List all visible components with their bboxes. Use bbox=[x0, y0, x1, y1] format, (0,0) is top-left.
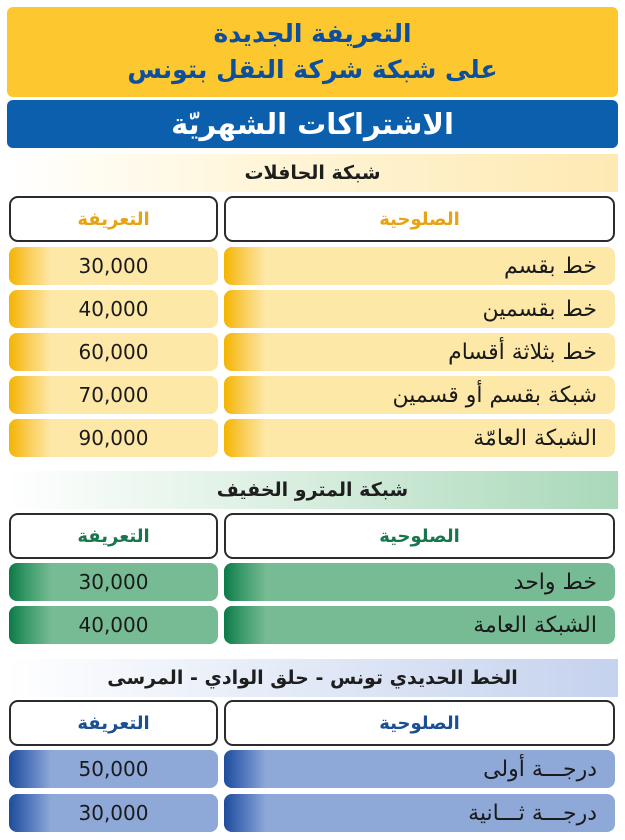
column-header-validity: الصلوحية bbox=[224, 196, 615, 242]
table-row-price bbox=[9, 247, 218, 285]
validity-text: درجـــة ثـــانية bbox=[468, 800, 597, 826]
section-title-metro-text: شبكة المترو الخفيف bbox=[216, 479, 409, 501]
subtitle-banner bbox=[7, 100, 618, 148]
table-row-validity bbox=[224, 247, 615, 285]
table-row-price bbox=[9, 376, 218, 414]
column-header-price: التعريفة bbox=[9, 196, 218, 242]
section-title-bus bbox=[7, 154, 618, 192]
table-row-price bbox=[9, 606, 218, 644]
price-text: 30,000 bbox=[78, 570, 149, 594]
table-row-price bbox=[9, 290, 218, 328]
price-text: 40,000 bbox=[78, 297, 149, 321]
table-row-validity bbox=[224, 750, 615, 788]
validity-text: خط بثلاثة أقسام bbox=[448, 339, 597, 365]
price-text: 60,000 bbox=[78, 340, 149, 364]
price-text: 40,000 bbox=[78, 613, 149, 637]
price-text: 70,000 bbox=[78, 383, 149, 407]
section-title-bus-text: شبكة الحافلات bbox=[244, 162, 381, 184]
table-row-validity bbox=[224, 333, 615, 371]
section-title-railway-text: الخط الحديدي تونس - حلق الوادي - المرسى bbox=[107, 667, 518, 689]
table-row-validity bbox=[224, 563, 615, 601]
price-text: 30,000 bbox=[78, 254, 149, 278]
validity-text: درجـــة أولى bbox=[483, 756, 597, 782]
title-line-1: التعريفة الجديدة bbox=[213, 19, 412, 48]
table-row-validity bbox=[224, 606, 615, 644]
table-row-price bbox=[9, 750, 218, 788]
validity-text: خط بقسم bbox=[504, 253, 597, 279]
section-title-metro bbox=[7, 471, 618, 509]
price-text: 30,000 bbox=[78, 801, 149, 825]
price-text: 50,000 bbox=[78, 757, 149, 781]
validity-text: خط واحد bbox=[513, 569, 597, 595]
table-row-price bbox=[9, 333, 218, 371]
column-header-price: التعريفة bbox=[9, 700, 218, 746]
table-row-price bbox=[9, 794, 218, 832]
title-banner bbox=[7, 7, 618, 97]
table-row-price bbox=[9, 563, 218, 601]
validity-text: الشبكة العامة bbox=[473, 612, 597, 638]
table-row-validity bbox=[224, 419, 615, 457]
validity-text: شبكة بقسم أو قسمين bbox=[392, 382, 597, 408]
title-line-2: على شبكة شركة النقل بتونس bbox=[127, 55, 498, 84]
column-header-price: التعريفة bbox=[9, 513, 218, 559]
price-text: 90,000 bbox=[78, 426, 149, 450]
validity-text: الشبكة العامّة bbox=[473, 425, 597, 451]
table-row-validity bbox=[224, 376, 615, 414]
table-row-price bbox=[9, 419, 218, 457]
column-header-validity: الصلوحية bbox=[224, 700, 615, 746]
section-title-railway bbox=[7, 659, 618, 697]
table-row-validity bbox=[224, 794, 615, 832]
validity-text: خط بقسمين bbox=[482, 296, 597, 322]
subtitle: الاشتراكات الشهريّة bbox=[171, 107, 454, 141]
table-row-validity bbox=[224, 290, 615, 328]
column-header-validity: الصلوحية bbox=[224, 513, 615, 559]
